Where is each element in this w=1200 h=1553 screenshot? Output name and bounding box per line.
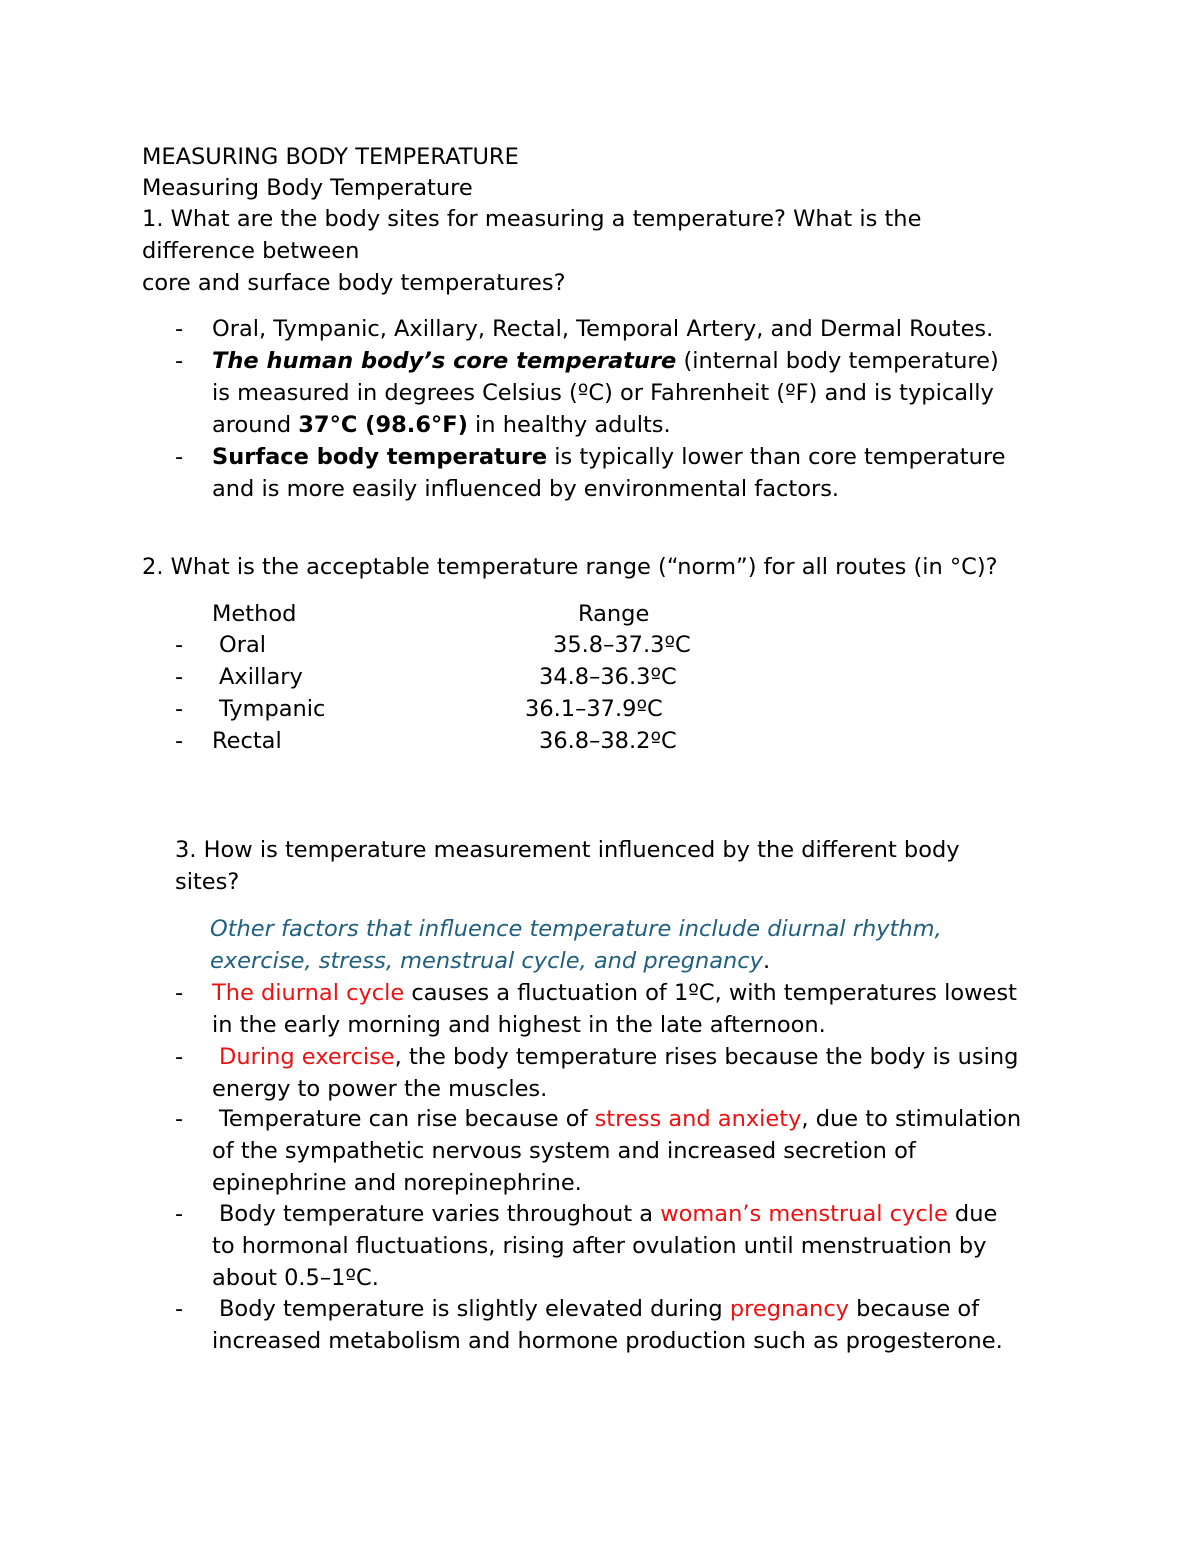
q3-bullet-5-line-2: increased metabolism and hormone production such as progesterone. <box>212 1328 1003 1354</box>
bullet-marker: - <box>175 728 184 754</box>
highlight-exercise: During exercise <box>219 1044 395 1070</box>
bullet-marker: - <box>175 444 184 470</box>
bullet-marker: - <box>175 316 184 342</box>
doc-title: MEASURING BODY TEMPERATURE <box>142 144 519 170</box>
q3-note-line-2: exercise, stress, menstrual cycle, and pregnancy. <box>210 948 771 974</box>
bullet-marker: - <box>175 1106 184 1132</box>
q3-bullet-1: The diurnal cycle causes a fluctuation of 1ºC, with temperatures lowest <box>212 980 1017 1006</box>
range-row-method: Axillary <box>219 664 303 690</box>
range-row-value: 36.1–37.9ºC <box>525 696 663 722</box>
q1-line-3: core and surface body temperatures? <box>142 270 566 296</box>
q3-bullet-3-line-2: of the sympathetic nervous system and increased secretion of <box>212 1138 916 1164</box>
range-row-method: Rectal <box>212 728 282 754</box>
range-row-value: 34.8–36.3ºC <box>539 664 677 690</box>
q1-bullet-3: Surface body temperature is typically lower than core temperature <box>212 444 1006 470</box>
highlight-pregnancy: pregnancy <box>729 1296 850 1322</box>
bullet-marker: - <box>175 348 184 374</box>
q3-bullet-2-line-2: energy to power the muscles. <box>212 1076 548 1102</box>
range-row-value: 36.8–38.2ºC <box>539 728 677 754</box>
bullet-marker: - <box>175 1044 184 1070</box>
q3-bullet-5: Body temperature is slightly elevated during pregnancy because of <box>219 1296 980 1322</box>
doc-subtitle: Measuring Body Temperature <box>142 175 473 201</box>
q1-bullet-2-line-3: around 37°C (98.6°F) in healthy adults. <box>212 412 671 438</box>
range-row-method: Oral <box>219 632 266 658</box>
q2-question: 2. What is the acceptable temperature range (“norm”) for all routes (in °C)? <box>142 554 998 580</box>
q3-bullet-2: During exercise, the body temperature rises because the body is using <box>219 1044 1019 1070</box>
q1-line-1: 1. What are the body sites for measuring a temperature? What is the <box>142 206 922 232</box>
core-temp-term: The human body’s core temperature <box>212 348 677 374</box>
q1-bullet-2: The human body’s core temperature (internal body temperature) <box>212 348 999 374</box>
bullet-marker: - <box>175 632 184 658</box>
range-row-method: Tympanic <box>219 696 326 722</box>
q3-note-line-1: Other factors that influence temperature include diurnal rhythm, <box>210 916 942 942</box>
surface-temp-term: Surface body temperature <box>212 444 548 470</box>
q3-bullet-1-line-2: in the early morning and highest in the late afternoon. <box>212 1012 826 1038</box>
range-table-header-method: Method <box>212 601 297 627</box>
q3-bullet-3: Temperature can rise because of stress and anxiety, due to stimulation <box>219 1106 1022 1132</box>
bullet-marker: - <box>175 980 184 1006</box>
q3-line-2: sites? <box>175 869 240 895</box>
q1-line-2: difference between <box>142 238 360 264</box>
q3-bullet-3-line-3: epinephrine and norepinephrine. <box>212 1170 582 1196</box>
q3-bullet-4-line-2: to hormonal fluctuations, rising after ovulation until menstruation by <box>212 1233 987 1259</box>
q3-line-1: 3. How is temperature measurement influenced by the different body <box>175 837 960 863</box>
bullet-marker: - <box>175 1201 184 1227</box>
q3-bullet-4-line-3: about 0.5–1ºC. <box>212 1265 379 1291</box>
bullet-marker: - <box>175 664 184 690</box>
core-temp-value: 37°C (98.6°F) <box>298 412 468 438</box>
q1-bullet-1: Oral, Tympanic, Axillary, Rectal, Temporal Artery, and Dermal Routes. <box>212 316 994 342</box>
highlight-stress: stress and anxiety <box>594 1106 802 1132</box>
bullet-marker: - <box>175 696 184 722</box>
bullet-marker: - <box>175 1296 184 1322</box>
highlight-diurnal: The diurnal cycle <box>212 980 405 1006</box>
q1-bullet-3-line-2: and is more easily influenced by environmental factors. <box>212 476 840 502</box>
range-row-value: 35.8–37.3ºC <box>553 632 691 658</box>
q3-bullet-4: Body temperature varies throughout a woman’s menstrual cycle due <box>219 1201 998 1227</box>
range-table-header-range: Range <box>578 601 650 627</box>
q1-bullet-2-line-2: is measured in degrees Celsius (ºC) or Fahrenheit (ºF) and is typically <box>212 380 994 406</box>
highlight-menstrual: woman’s menstrual cycle <box>660 1201 948 1227</box>
